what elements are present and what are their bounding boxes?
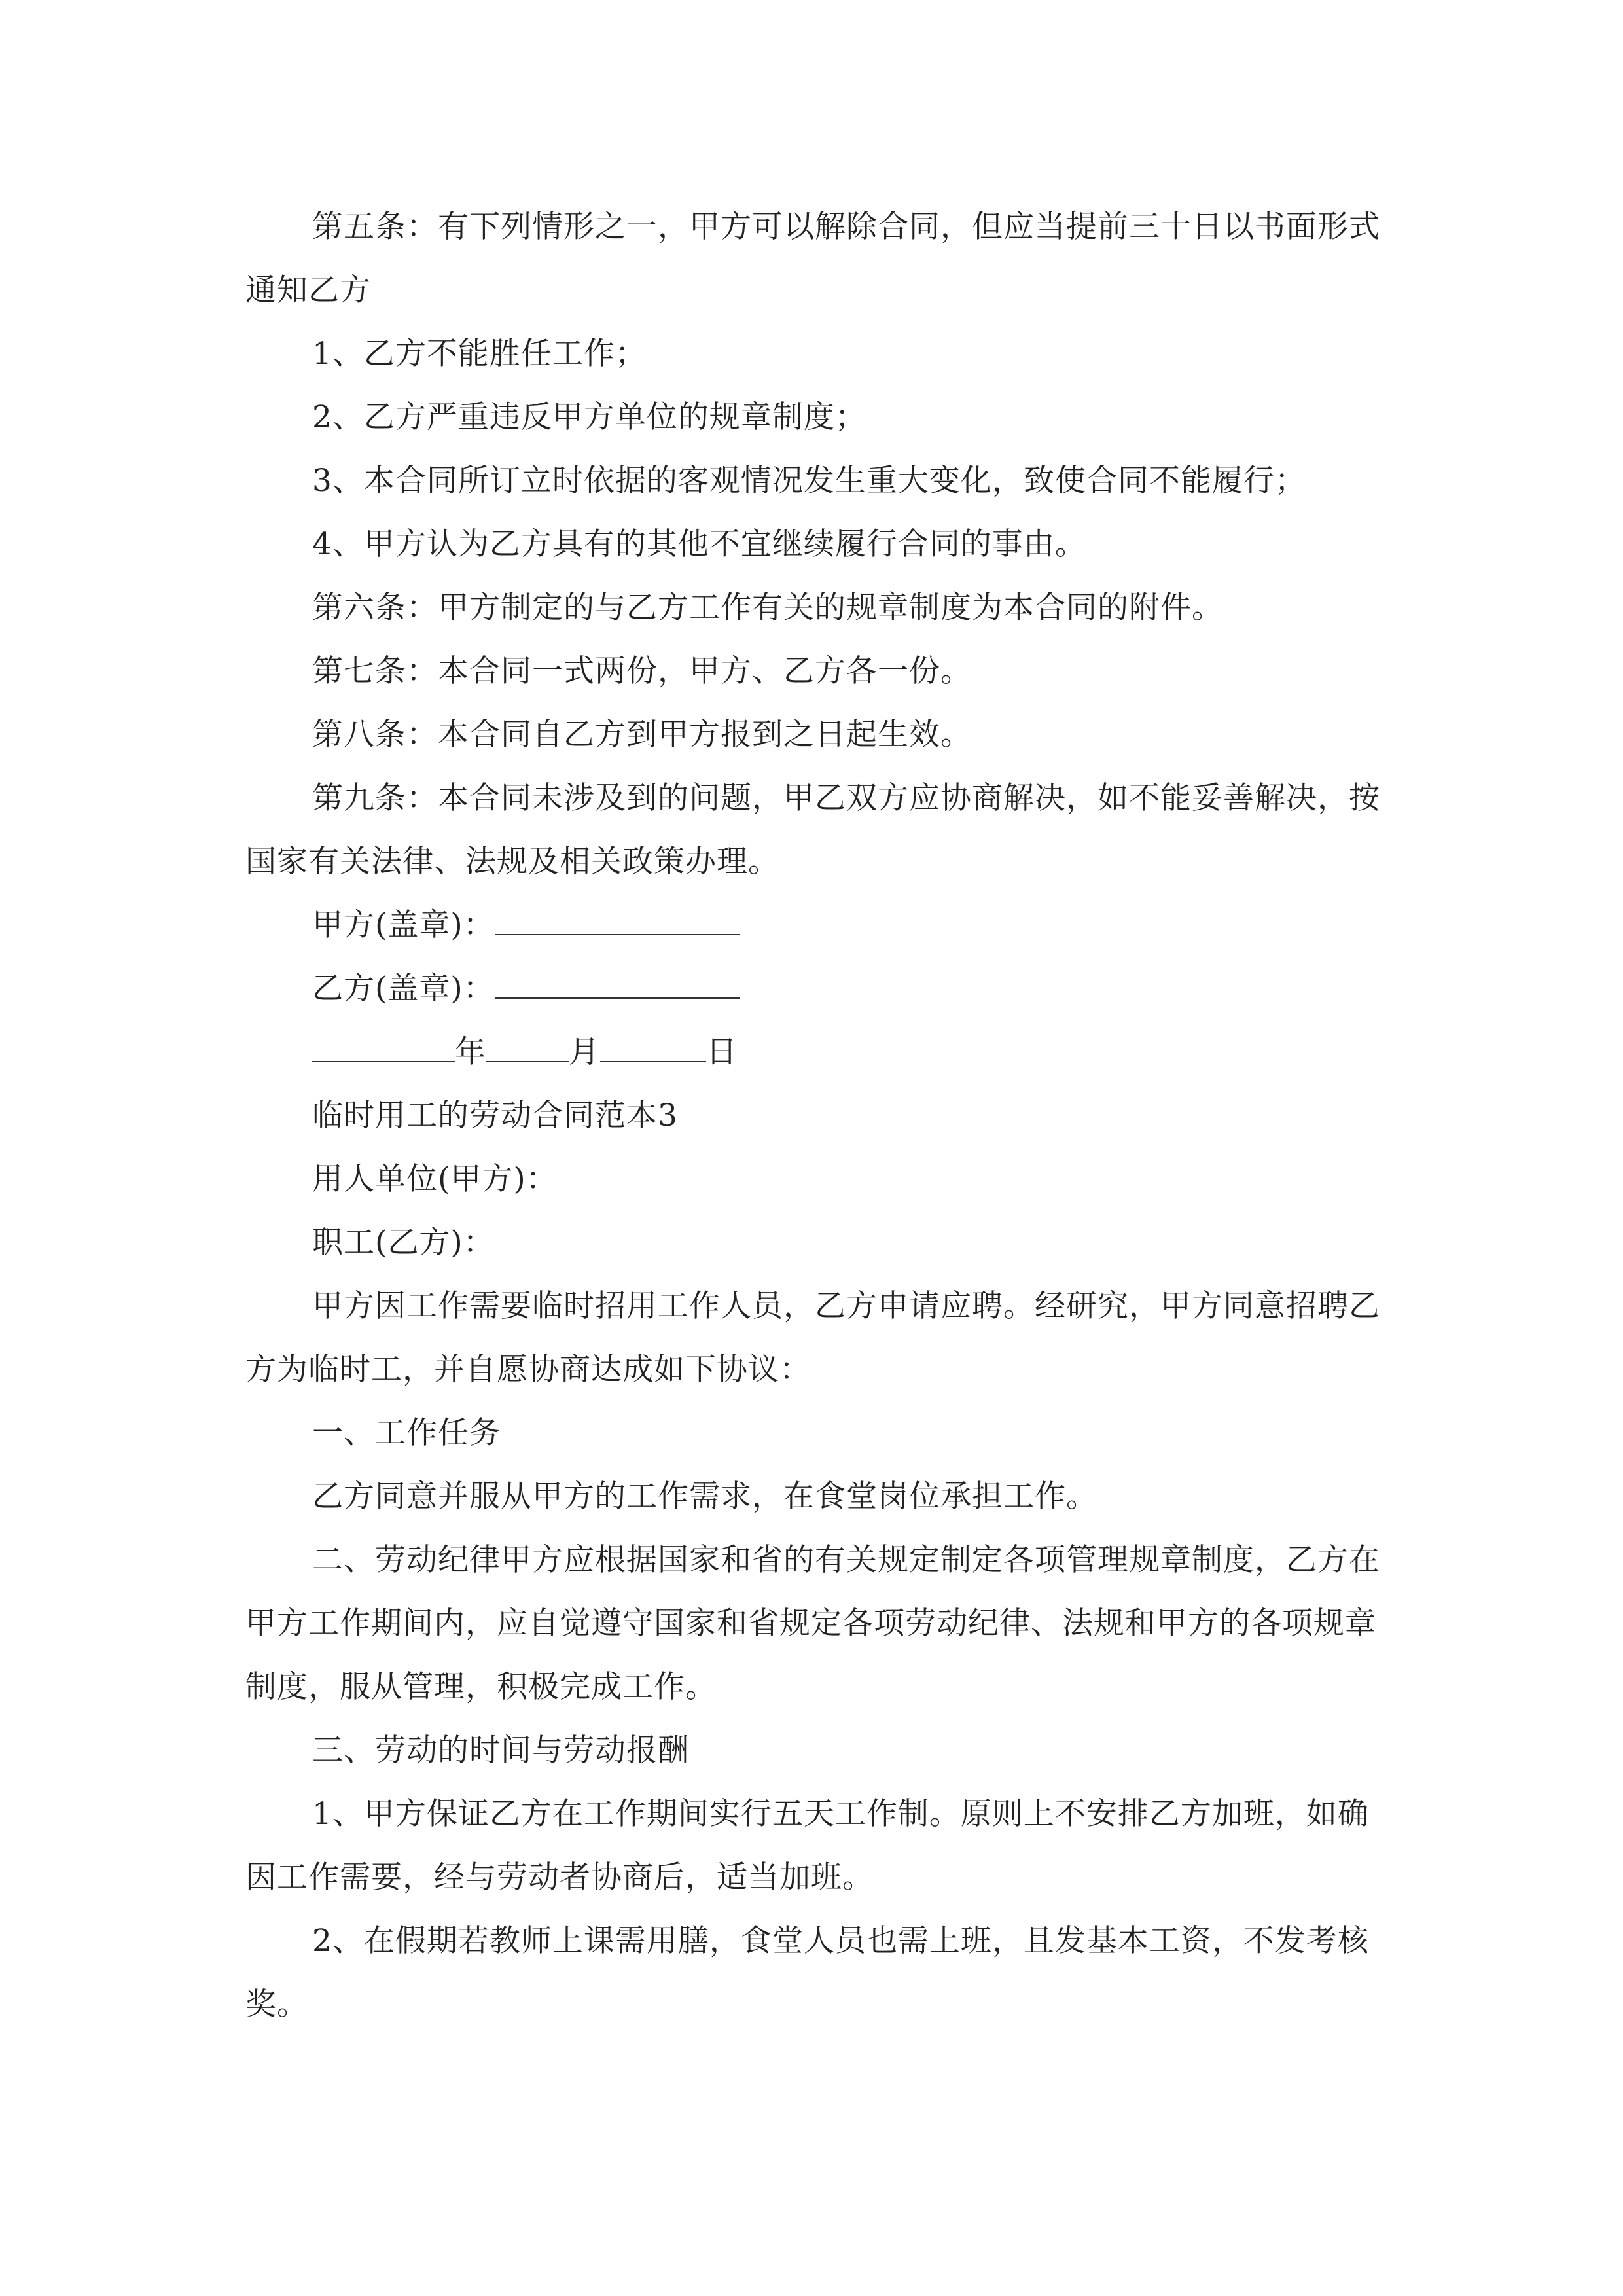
day-label: 日 [706, 1034, 738, 1070]
heading-work-task: 一、工作任务 [312, 1415, 501, 1451]
clause-6: 第六条：甲方制定的与乙方工作有关的规章制度为本合同的附件。 [312, 590, 1223, 626]
month-blank [486, 1032, 569, 1062]
document-body [245, 195, 1391, 2036]
party-a-signature-line [495, 905, 740, 935]
work-time-item-1: 1、甲方保证乙方在工作期间实行五天工作制。原则上不安排乙方加班，如确因工作需要，经与劳动者协商后，适当加班。 [245, 1796, 1369, 1895]
signature-date [245, 1020, 1391, 1084]
year-label: 年 [455, 1034, 486, 1070]
clause-9: 第九条：本合同未涉及到的问题，甲乙双方应协商解决，如不能妥善解决，按国家有关法律、法规及相关政策办理。 [245, 780, 1380, 880]
employee-label: 职工(乙方)： [312, 1225, 495, 1261]
day-blank [600, 1032, 706, 1062]
clause-5-item-3: 3、本合同所订立时依据的客观情况发生重大变化，致使合同不能履行； [312, 463, 1306, 499]
clause-5: 第五条：有下列情形之一，甲方可以解除合同，但应当提前三十日以书面形式通知乙方 [245, 209, 1380, 308]
clause-5-item-1: 1、乙方不能胜任工作； [312, 336, 647, 372]
month-label: 月 [569, 1034, 600, 1070]
clause-8: 第八条：本合同自乙方到甲方报到之日起生效。 [312, 717, 972, 753]
clause-7: 第七条：本合同一式两份，甲方、乙方各一份。 [312, 653, 972, 689]
party-a-label: 甲方(盖章)： [312, 907, 495, 943]
party-b-label: 乙方(盖章)： [312, 971, 495, 1007]
year-blank [312, 1032, 455, 1062]
section-title: 临时用工的劳动合同范本3 [312, 1098, 678, 1134]
employer-label: 用人单位(甲方)： [312, 1161, 558, 1197]
intro-paragraph: 甲方因工作需要临时招用工作人员，乙方申请应聘。经研究，甲方同意招聘乙方为临时工，并自愿协商达成如下协议： [245, 1288, 1380, 1388]
party-b-signature [245, 957, 1391, 1020]
party-a-signature [245, 893, 1391, 957]
work-task-paragraph: 乙方同意并服从甲方的工作需求，在食堂岗位承担工作。 [312, 1479, 1097, 1515]
party-b-signature-line [495, 969, 740, 999]
heading-work-time-pay: 三、劳动的时间与劳动报酬 [312, 1732, 689, 1768]
clause-5-item-2: 2、乙方严重违反甲方单位的规章制度； [312, 399, 866, 435]
clause-5-item-4: 4、甲方认为乙方具有的其他不宜继续履行合同的事由。 [312, 526, 1086, 562]
labor-discipline-paragraph: 二、劳动纪律甲方应根据国家和省的有关规定制定各项管理规章制度，乙方在甲方工作期间内，应自觉遵守国家和省规定各项劳动纪律、法规和甲方的各项规章制度，服从管理，积极完成工作。 [245, 1542, 1380, 1705]
work-time-item-2: 2、在假期若教师上课需用膳，食堂人员也需上班，且发基本工资，不发考核奖。 [245, 1923, 1369, 2022]
